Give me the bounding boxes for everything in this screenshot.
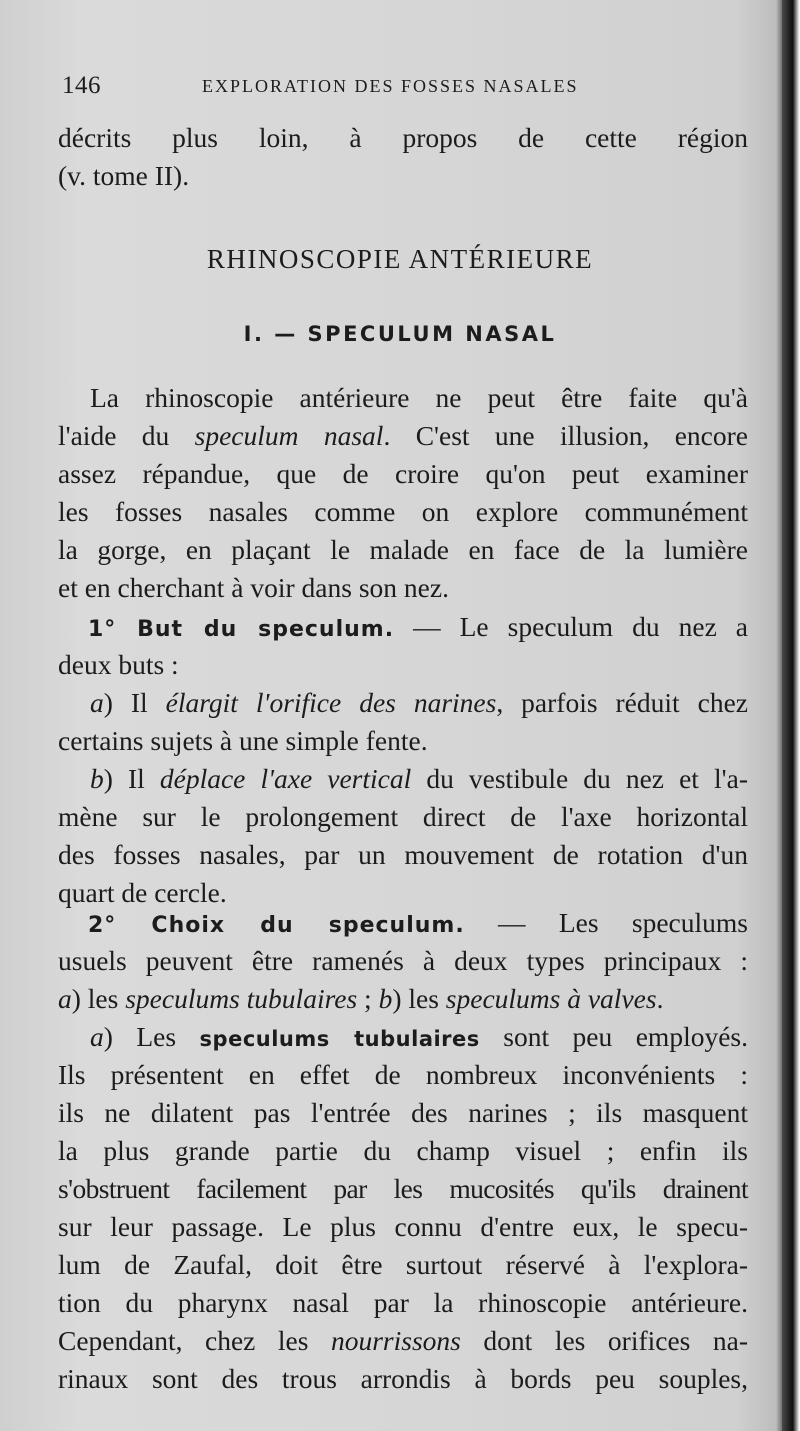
text-line: s'obstruent facilement par les mucosités qu'ils drainent: [58, 1173, 748, 1204]
text-line: mène sur le prolongement direct de l'axe horizontal: [58, 801, 748, 832]
text-line: la plus grande partie du champ visuel ; enfin ils: [58, 1135, 748, 1166]
text-line: sur leur passage. Le plus connu d'entre eux, le specu-: [58, 1211, 748, 1242]
main-heading: RHINOSCOPIE ANTÉRIEURE: [206, 244, 594, 274]
text-line: la gorge, en plaçant le malade en face de la lumière: [58, 534, 748, 565]
text-line: rinaux sont des trous arrondis à bords peu souples,: [58, 1363, 748, 1394]
text-line: (v. tome II).: [58, 160, 190, 191]
text-line: a) Il élargit l'orifice des narines, parfois réduit chez: [90, 687, 748, 718]
text-line: usuels peuvent être ramenés à deux types principaux :: [58, 945, 748, 976]
text-line: tion du pharynx nasal par la rhinoscopie antérieure.: [58, 1287, 748, 1318]
subsection-line: 1° But du speculum. — Le speculum du nez a: [88, 611, 749, 642]
text-line: assez répandue, que de croire qu'on peut examiner: [58, 458, 748, 489]
book-spine-shadow: [782, 0, 800, 1431]
text-line: les fosses nasales comme on explore communément: [58, 496, 748, 527]
text-line: La rhinoscopie antérieure ne peut être faite qu'à: [90, 382, 748, 413]
subsection-title: 2° Choix du speculum.: [88, 913, 465, 938]
text-line: lum de Zaufal, doit être surtout réservé à l'explora-: [58, 1249, 748, 1280]
text-line: décrits plus loin, à propos de cette région: [58, 122, 748, 153]
page-number: 146: [62, 72, 101, 99]
text-line: l'aide du speculum nasal. C'est une illusion, encore: [58, 420, 748, 451]
text-line: certains sujets à une simple fente.: [58, 725, 428, 756]
text-line: des fosses nasales, par un mouvement de rotation d'un: [58, 839, 748, 870]
page-header: [62, 72, 752, 106]
text-line: a) les speculums tubulaires ; b) les speculums à valves.: [58, 983, 664, 1014]
section-heading: I. — SPECULUM NASAL: [243, 322, 557, 346]
text-line: quart de cercle.: [58, 877, 227, 908]
text-line: a) Les speculums tubulaires sont peu employés.: [90, 1021, 748, 1052]
text-line: b) Il déplace l'axe vertical du vestibule du nez et l'a-: [90, 763, 748, 794]
text-line: Ils présentent en effet de nombreux inconvénients :: [58, 1059, 748, 1090]
text-line: Cependant, chez les nourrissons dont les orifices na-: [58, 1325, 749, 1356]
subsection-title: 1° But du speculum.: [88, 617, 395, 642]
text-line: et en cherchant à voir dans son nez.: [58, 572, 449, 603]
text-line: ils ne dilatent pas l'entrée des narines ; ils masquent: [58, 1097, 748, 1128]
subsection-line: 2° Choix du speculum. — Les speculums: [88, 907, 748, 938]
running-title: EXPLORATION DES FOSSES NASALES: [202, 76, 579, 96]
text-line: deux buts :: [58, 649, 179, 680]
